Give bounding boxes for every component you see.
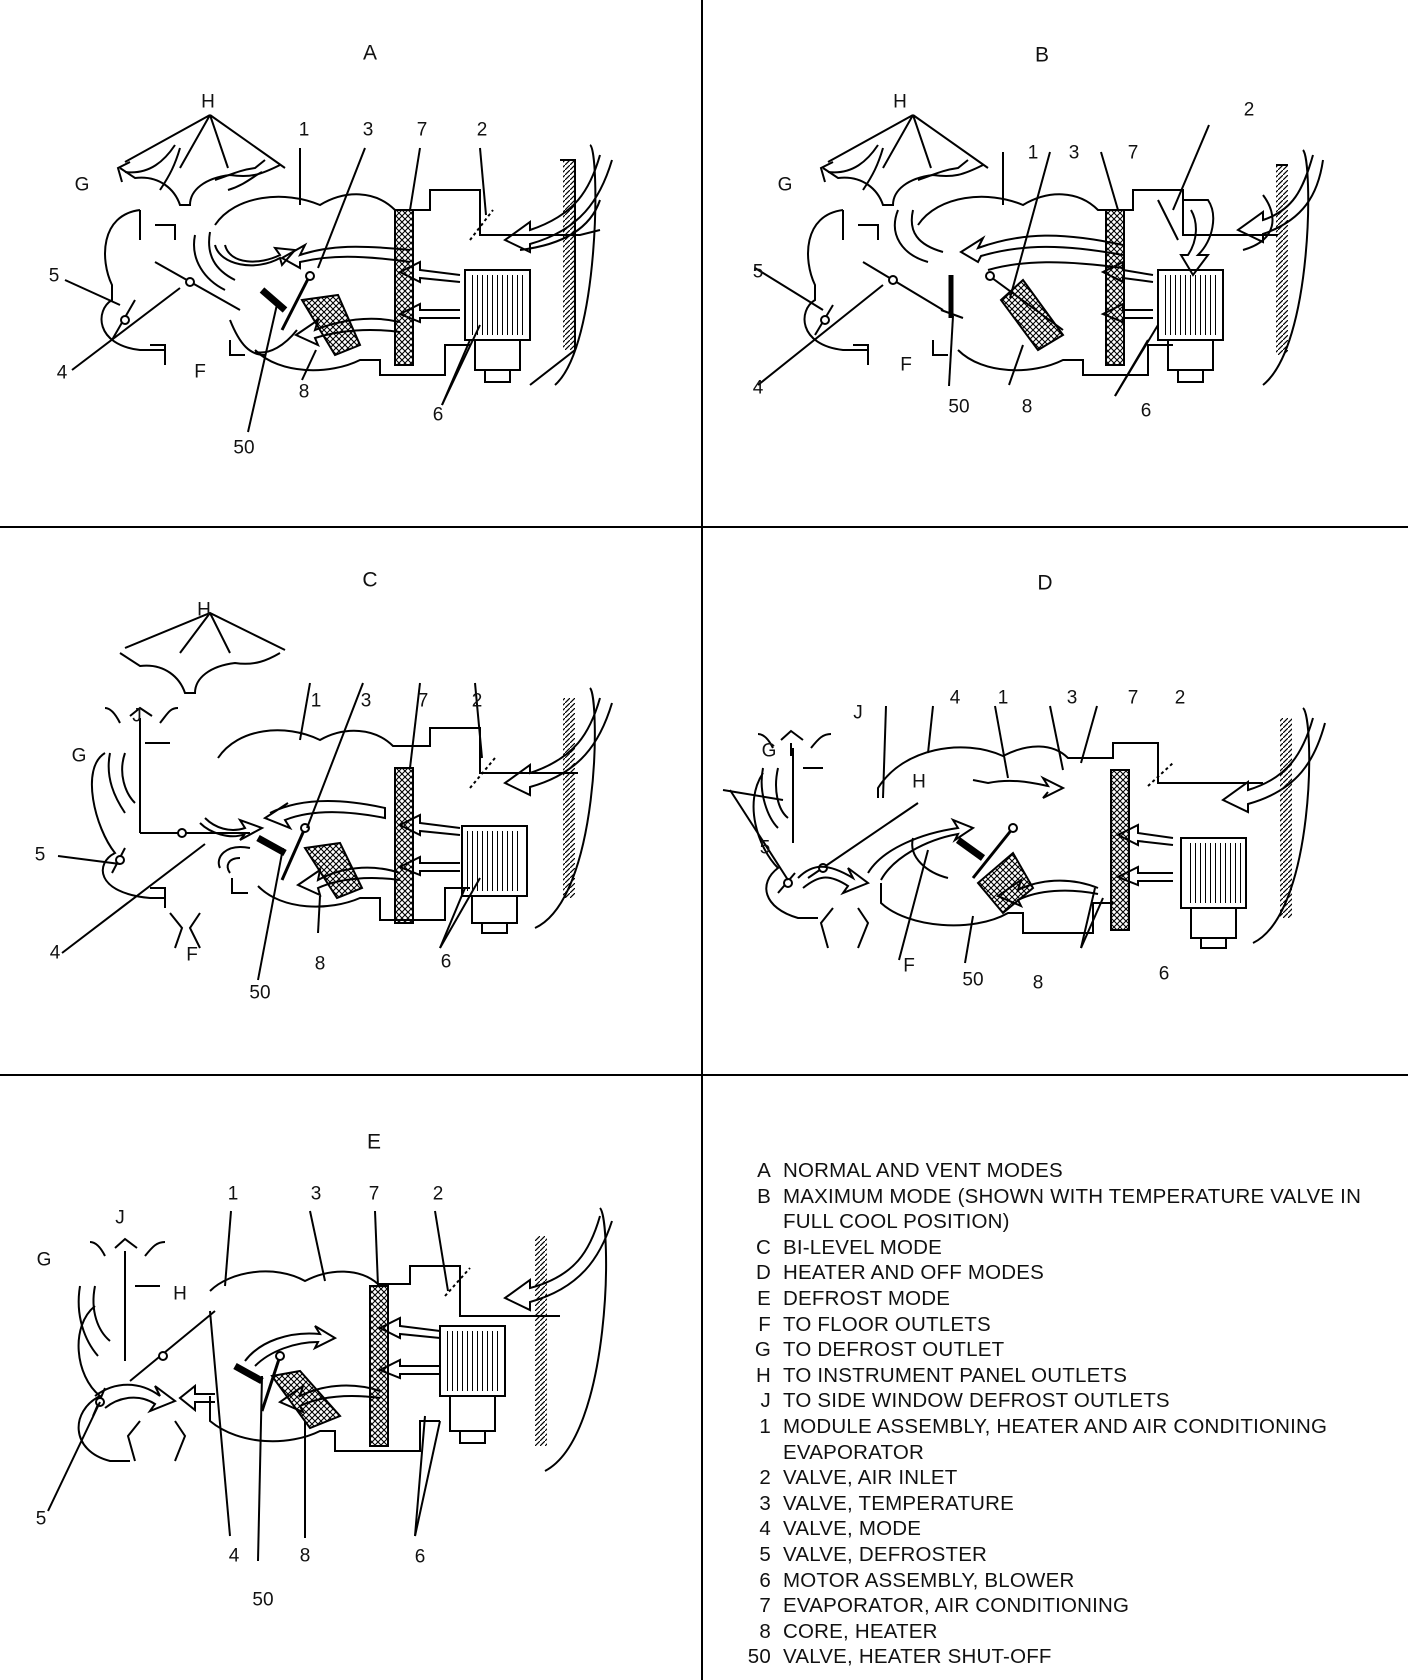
diagram-panel-a [0, 0, 700, 526]
label-g: G [71, 745, 87, 767]
label-j: J [115, 1207, 125, 1229]
label-j: J [132, 705, 142, 727]
legend-item [725, 1184, 1395, 1235]
hvac-diagram-e [0, 1076, 700, 1680]
callout-5: 5 [34, 844, 46, 866]
callout-5: 5 [35, 1508, 47, 1530]
callout-2: 2 [1174, 687, 1186, 709]
legend-key: A [757, 1159, 771, 1182]
callout-7: 7 [1127, 687, 1139, 709]
legend-text: DEFROST MODE [783, 1286, 951, 1310]
diagram-panel-e [0, 1076, 700, 1680]
callout-6: 6 [440, 951, 452, 973]
panel-title: D [1037, 571, 1053, 595]
panel-title: B [1034, 43, 1050, 67]
label-f: F [194, 361, 206, 383]
callout-8: 8 [314, 953, 326, 975]
callout-2: 2 [471, 690, 483, 712]
diagram-panel-d [703, 528, 1408, 1074]
callout-50: 50 [252, 1589, 274, 1611]
legend-key: 1 [759, 1414, 771, 1438]
callout-50: 50 [948, 396, 970, 418]
label-f: F [903, 955, 915, 977]
legend-item [725, 1542, 1395, 1568]
callout-7: 7 [416, 119, 428, 141]
legend-text: VALVE, MODE [783, 1517, 922, 1541]
callout-5: 5 [752, 261, 764, 283]
callout-8: 8 [299, 1545, 311, 1567]
callout-5: 5 [759, 837, 771, 859]
callout-7: 7 [368, 1183, 380, 1205]
legend-text: CORE, HEATER [783, 1619, 938, 1643]
legend-item [725, 1337, 1395, 1363]
callout-3: 3 [362, 119, 374, 141]
legend-key: 3 [759, 1491, 771, 1515]
callout-4: 4 [949, 687, 961, 709]
legend-item [725, 1158, 1395, 1184]
callout-5: 5 [48, 265, 60, 287]
callout-3: 3 [1066, 687, 1078, 709]
label-h: H [173, 1283, 187, 1305]
legend-text: MAXIMUM MODE (SHOWN WITH TEMPERATURE VALVE IN FULL COOL POSITION) [783, 1184, 1362, 1234]
legend-text: VALVE, AIR INLET [783, 1466, 958, 1490]
callout-50: 50 [962, 969, 984, 991]
callout-6: 6 [1140, 400, 1152, 422]
label-f: F [186, 944, 198, 966]
label-g: G [777, 174, 793, 196]
panel-title: C [362, 568, 378, 592]
legend-text: HEATER AND OFF MODES [783, 1261, 1045, 1285]
panel-title: A [362, 41, 378, 65]
legend-item [725, 1568, 1395, 1594]
callout-3: 3 [310, 1183, 322, 1205]
callout-6: 6 [1158, 963, 1170, 985]
legend-key: H [755, 1363, 771, 1387]
legend-key: B [757, 1184, 771, 1208]
legend-key: 7 [759, 1594, 771, 1618]
label-g: G [74, 174, 90, 196]
callout-7: 7 [417, 690, 429, 712]
callout-2: 2 [1243, 99, 1255, 121]
callout-7: 7 [1127, 142, 1139, 164]
legend-item [725, 1491, 1395, 1517]
callout-4: 4 [49, 942, 61, 964]
legend-text: VALVE, HEATER SHUT-OFF [783, 1645, 1052, 1669]
legend-item [725, 1593, 1395, 1619]
label-g: G [761, 740, 777, 762]
legend-key: E [757, 1286, 771, 1310]
legend-item [725, 1644, 1395, 1670]
diagram-panel-c [0, 528, 700, 1074]
callout-1: 1 [227, 1183, 239, 1205]
callout-6: 6 [432, 404, 444, 426]
legend-item [725, 1312, 1395, 1338]
legend-key: 6 [759, 1568, 771, 1592]
legend-item [725, 1260, 1395, 1286]
callout-4: 4 [56, 362, 68, 384]
legend-key: 5 [759, 1542, 771, 1566]
legend-key: D [755, 1261, 771, 1285]
legend [725, 1158, 1395, 1670]
legend-item [725, 1363, 1395, 1389]
callout-1: 1 [1027, 142, 1039, 164]
callout-1: 1 [310, 690, 322, 712]
legend-item [725, 1414, 1395, 1465]
label-h: H [893, 91, 907, 113]
callout-1: 1 [997, 687, 1009, 709]
diagram-panel-b [703, 0, 1408, 526]
legend-item [725, 1235, 1395, 1261]
hvac-diagram-c [0, 528, 700, 1074]
callout-2: 2 [476, 119, 488, 141]
callout-6: 6 [414, 1546, 426, 1568]
label-h: H [197, 599, 211, 621]
legend-text: NORMAL AND VENT MODES [783, 1159, 1063, 1182]
legend-key: J [760, 1389, 771, 1413]
legend-key: 2 [759, 1466, 771, 1490]
label-h: H [912, 771, 926, 793]
legend-key: 50 [747, 1645, 771, 1669]
callout-4: 4 [228, 1545, 240, 1567]
legend-text: MODULE ASSEMBLY, HEATER AND AIR CONDITIONING EVAPORATOR [783, 1414, 1328, 1464]
legend-item [725, 1619, 1395, 1645]
legend-key: C [755, 1235, 771, 1259]
legend-item [725, 1388, 1395, 1414]
legend-text: EVAPORATOR, AIR CONDITIONING [783, 1594, 1130, 1618]
legend-item [725, 1286, 1395, 1312]
legend-text: TO FLOOR OUTLETS [783, 1312, 991, 1336]
legend-item [725, 1465, 1395, 1491]
callout-8: 8 [1021, 396, 1033, 418]
legend-key: F [758, 1312, 771, 1336]
callout-3: 3 [1068, 142, 1080, 164]
callout-50: 50 [233, 437, 255, 459]
label-j: J [853, 702, 863, 724]
callout-8: 8 [1032, 972, 1044, 994]
hvac-diagram-a [0, 0, 700, 526]
label-h: H [201, 91, 215, 113]
callout-3: 3 [360, 690, 372, 712]
legend-key: G [754, 1338, 771, 1362]
hvac-diagram-b [703, 0, 1408, 526]
legend-item [725, 1516, 1395, 1542]
legend-text: MOTOR ASSEMBLY, BLOWER [783, 1568, 1075, 1592]
legend-text: VALVE, DEFROSTER [783, 1542, 988, 1566]
legend-text: TO SIDE WINDOW DEFROST OUTLETS [783, 1389, 1170, 1413]
panel-title: E [366, 1130, 382, 1154]
callout-4: 4 [752, 377, 764, 399]
hvac-diagram-d [703, 528, 1408, 1074]
label-f: F [900, 354, 912, 376]
callout-50: 50 [249, 982, 271, 1004]
callout-8: 8 [298, 381, 310, 403]
callout-2: 2 [432, 1183, 444, 1205]
legend-text: BI-LEVEL MODE [783, 1235, 943, 1259]
legend-text: VALVE, TEMPERATURE [783, 1491, 1015, 1515]
legend-text: TO DEFROST OUTLET [783, 1338, 1005, 1362]
legend-key: 8 [759, 1619, 771, 1643]
label-g: G [36, 1249, 52, 1271]
legend-text: TO INSTRUMENT PANEL OUTLETS [783, 1363, 1128, 1387]
callout-1: 1 [298, 119, 310, 141]
legend-key: 4 [759, 1517, 771, 1541]
